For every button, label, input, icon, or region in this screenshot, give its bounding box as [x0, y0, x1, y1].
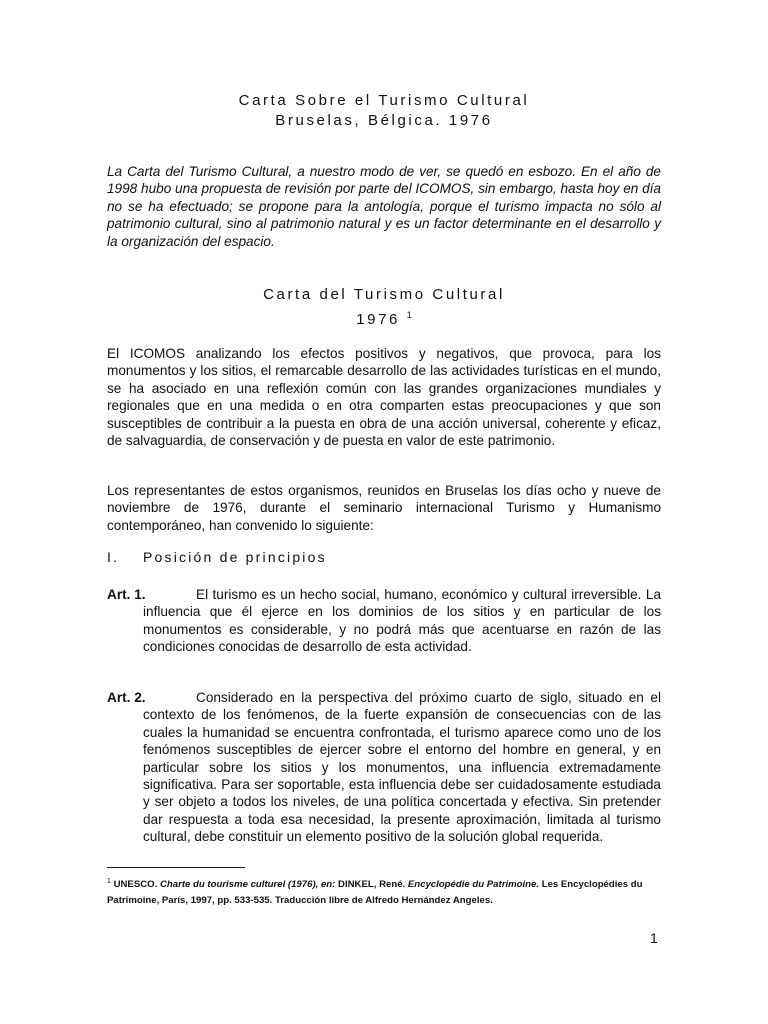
- body-paragraph-2: Los representantes de estos organismos, reunidos en Bruselas los días ocho y nueve de noviembre de 1976, durante el seminario internacional Turismo y Humanismo contemporáneo, han convenido lo siguiente:: [107, 483, 661, 533]
- charter-heading-line-1: Carta del Turismo Cultural: [263, 286, 505, 303]
- title-line-2: Bruselas, Bélgica. 1976: [275, 112, 493, 129]
- charter-heading-line-2: [107, 305, 661, 330]
- body-paragraph-1: El ICOMOS analizando los efectos positivos y negativos, que provoca, para los monumentos y los sitios, el remarcable desarrollo de las actividades turísticas en el mundo, se ha asociado en una reflexión común con las grandes organizaciones mundiales y regionales que en una medida o en otra comparten estas preocupaciones y que son susceptibles de contribuir a la puesta en obra de una acción universal, coherente y eficaz, de salvaguardia, de conservación y de puesta en valor de este patrimonio.: [107, 346, 661, 449]
- footnote-work-title: Charte du tourisme culturel (1976), en:: [159, 879, 336, 890]
- footnote-reference[interactable]: 1: [406, 310, 412, 320]
- footnote-book-title: Encyclopédie du Patrimoine.: [407, 879, 540, 890]
- article-1: [107, 586, 661, 656]
- section-number: I.: [107, 549, 120, 565]
- section-heading: [107, 549, 327, 565]
- footnote-divider: [107, 867, 245, 868]
- charter-year: 1976: [356, 311, 400, 328]
- title-line-1: Carta Sobre el Turismo Cultural: [238, 92, 530, 109]
- intro-paragraph: La Carta del Turismo Cultural, a nuestro modo de ver, se quedó en esbozo. En el año de 1998 hubo una propuesta de revisión por parte del ICOMOS, sin embargo, hasta hoy en día no se ha efectuado; se propone para la antología, porque el turismo impacta no sólo al patrimonio cultural, sino al patrimonio natural y es un factor determinante en el desarrollo y la organización del espacio.: [107, 164, 661, 249]
- article-2-text: Considerado en la perspectiva del próximo cuarto de siglo, situado en el contexto de los fenómenos, de la fuerte expansión de consecuencias con de las cuales la humanidad se encuentra confrontada, el turismo aparece como uno de los fenómenos susceptibles de ejercer sobre el entorno del hombre en general, y en particular sobre los sitios y los monumentos, una influencia extremadamente significativa. Para ser soportable, esta influencia debe ser cuidadosamente estudiada y ser objeto a todos los niveles, de una política concertada y efectiva. Sin pretender dar respuesta a toda esa necesidad, la presente aproximación, limitada al turismo cultural, debe constituir un elemento positivo de la solución global requerida.: [143, 690, 661, 845]
- section-title: Posición de principios: [143, 549, 327, 565]
- article-2: [107, 689, 661, 846]
- footnote: [107, 874, 661, 909]
- footnote-marker: 1: [107, 878, 111, 885]
- article-1-label: Art. 1.: [107, 587, 146, 602]
- page-number: 1: [650, 930, 658, 946]
- document-title: [107, 91, 661, 131]
- footnote-author: DINKEL, René.: [338, 879, 406, 890]
- article-2-label: Art. 2.: [107, 690, 146, 705]
- footnote-org: UNESCO.: [113, 879, 158, 890]
- charter-heading: [107, 285, 661, 330]
- article-1-text: El turismo es un hecho social, humano, económico y cultural irreversible. La influencia que él ejerce en los dominios de los sitios y en particular de los monumentos es considerable, y no podrá más que acentuarse en razón de las condiciones conocidas de desarrollo de esta actividad.: [143, 587, 661, 655]
- footnote-rest: Les Encyclopédies du Patrimoine, París, 1997, pp. 533-535. Traducción libre de Alfredo Hernández Angeles.: [107, 879, 643, 906]
